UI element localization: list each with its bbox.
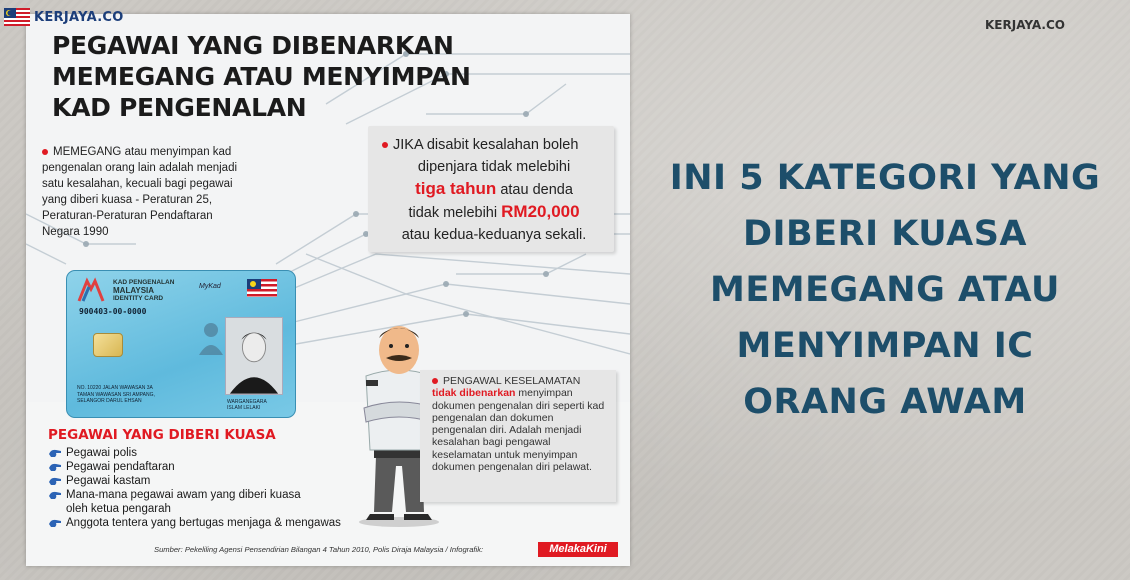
card-header-line: MALAYSIA: [113, 286, 155, 295]
mykad-card: [66, 270, 296, 418]
card-header: [113, 279, 174, 302]
infographic-title: [52, 30, 471, 123]
headline-line: MENYIMPAN IC: [736, 326, 1034, 366]
kerjaya-logo[interactable]: [4, 6, 124, 28]
list-item-text: Anggota tentera yang bertugas menjaga & mengawas: [66, 517, 341, 529]
authorized-officers-title: PEGAWAI YANG DIBERI KUASA: [48, 427, 276, 443]
card-address-line: TAMAN WAWASAN SRI AMPANG,: [77, 391, 155, 398]
penalty-highlight: tiga tahun: [415, 179, 497, 198]
list-item-text: Pegawai kastam: [66, 475, 151, 487]
title-line: PEGAWAI YANG DIBENARKAN: [52, 31, 454, 60]
malaysia-flag-icon: [4, 8, 30, 26]
source-credit: [154, 545, 483, 554]
pointing-hand-icon: [48, 490, 62, 500]
note-text: atau menyimpan kad pengenalan orang lain adalah menjadi satu kesalahan, kecuali bagi pegawai yang diberi kuasa - Peraturan 25, Peraturan-Peraturan Pendaftaran Negara 1990: [42, 146, 238, 238]
red-bullet-icon: [382, 142, 388, 148]
title-line: MEMEGANG ATAU MENYIMPAN: [52, 62, 471, 91]
title-line: KAD PENGENALAN: [52, 93, 307, 122]
hibiscus-emblem-icon: [77, 277, 105, 303]
penalty-line: atau kedua-keduanya sekali.: [401, 227, 587, 243]
pointing-hand-icon: [48, 462, 62, 472]
card-address-line: SELANGOR DARUL EHSAN: [77, 398, 142, 404]
card-header-line: IDENTITY CARD: [113, 295, 164, 302]
list-item-text: Pegawai pendaftaran: [66, 461, 175, 473]
penalty-line: atau denda: [496, 182, 573, 198]
brand-watermark: KERJAYA.CO: [985, 18, 1065, 32]
guard-note-text: menyimpan: [515, 387, 573, 400]
malaysia-flag-icon: [247, 279, 277, 297]
card-footer: [227, 399, 267, 411]
headline-line: MEMEGANG ATAU: [710, 270, 1060, 310]
headline-line: ORANG AWAM: [743, 382, 1027, 422]
source-text: Pekeliling Agensi Pensendirian Bilangan 4 Tahun 2010, Polis Diraja Malaysia /: [182, 545, 450, 554]
list-item-text: oleh ketua pengarah: [66, 503, 171, 515]
card-number: 900403-00-0000: [79, 307, 147, 316]
card-footer-line: WARGANEGARA: [227, 399, 267, 405]
guard-note-text: dokumen pengenalan diri seperti kad pengenalan dan dokumen pengenalan diri. Adalah menjadi kesalahan bagi pengawal keselamatan untuk menyimpan dokumen pengenalan diri pelawat.: [432, 399, 605, 474]
card-header-line: KAD PENGENALAN: [113, 279, 175, 286]
security-guard-note: [420, 370, 616, 502]
pointing-hand-icon: [48, 518, 62, 528]
logo-text: KERJAYA.CO: [34, 9, 124, 25]
pointing-hand-icon: [48, 476, 62, 486]
list-item-text: Pegawai polis: [66, 447, 137, 459]
headline: [655, 150, 1115, 430]
small-portrait-icon: [197, 319, 225, 355]
chip-icon: [93, 333, 123, 357]
guard-note-heading: PENGAWAL KESELAMATAN: [443, 375, 581, 387]
headline-line: DIBERI KUASA: [742, 214, 1028, 254]
infographic-label: Infografik:: [449, 545, 484, 554]
note-bold: MEMEGANG: [53, 146, 122, 158]
penalty-line: dipenjara tidak melebihi: [417, 159, 571, 175]
red-bullet-icon: [42, 149, 48, 155]
card-address: [77, 385, 155, 405]
melakakini-logo: MelakaKini: [538, 542, 618, 557]
card-footer-line: ISLAM LELAKI: [227, 405, 261, 411]
penalty-box: [368, 126, 614, 252]
penalty-line: tidak melebihi: [408, 205, 502, 221]
regulation-note: [42, 144, 242, 240]
list-item-text: Mana-mana pegawai awam yang diberi kuasa: [66, 489, 301, 501]
headline-line: INI 5 KATEGORI YANG: [669, 158, 1101, 198]
mykad-label: MyKad: [199, 283, 221, 290]
portrait-photo-icon: [225, 317, 283, 395]
source-label: Sumber:: [154, 545, 183, 554]
infographic: [26, 14, 630, 566]
red-bullet-icon: [432, 378, 438, 384]
penalty-highlight: RM20,000: [501, 202, 580, 221]
guard-note-highlight: tidak dibenarkan: [432, 387, 516, 400]
pointing-hand-icon: [48, 448, 62, 458]
card-address-line: NO. 10220 JALAN WAWASAN 3A: [77, 385, 153, 391]
penalty-line: JIKA disabit kesalahan boleh: [393, 137, 579, 153]
